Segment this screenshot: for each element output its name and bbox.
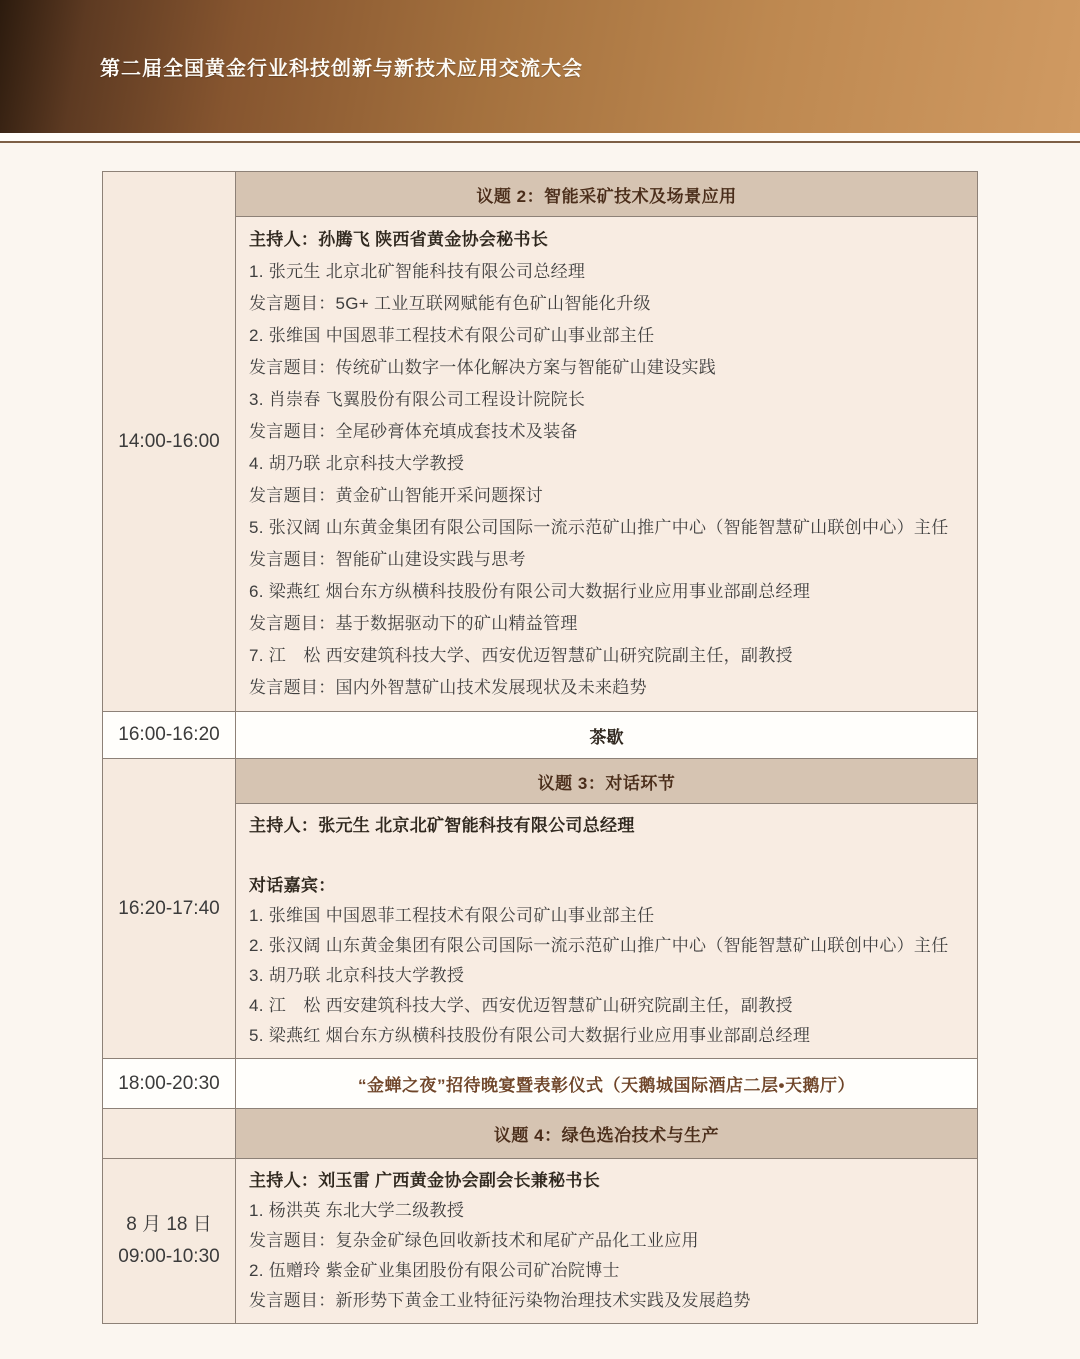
session3-header-row [103, 759, 978, 804]
session2-header-row [103, 172, 978, 217]
banner-gap [0, 133, 1080, 141]
session4-header-row [103, 1109, 978, 1159]
guest-line: 1. 张维国 中国恩菲工程技术有限公司矿山事业部主任 [249, 906, 655, 925]
agenda-area [0, 143, 1080, 1324]
agenda-line: 1. 张元生 北京北矿智能科技有限公司总经理 [249, 262, 586, 281]
session4-time: 09:00-10:30 [118, 1246, 220, 1267]
session4-host: 主持人：刘玉雷 广西黄金协会副会长兼秘书长 [249, 1171, 601, 1190]
guest-line: 3. 胡乃联 北京科技大学教授 [249, 966, 465, 985]
agenda-line: 2. 张维国 中国恩菲工程技术有限公司矿山事业部主任 [249, 326, 655, 345]
guest-line: 4. 江 松 西安建筑科技大学、西安优迈智慧矿山研究院副主任，副教授 [249, 996, 793, 1015]
tea-break-row [103, 712, 978, 759]
session4-time-cell [103, 1159, 236, 1324]
agenda-table [102, 171, 978, 1324]
banquet-time: 18:00-20:30 [118, 1072, 220, 1094]
agenda-line: 5. 张汉阔 山东黄金集团有限公司国际一流示范矿山推广中心（智能智慧矿山联创中心）主任 [249, 518, 949, 537]
agenda-line: 发言题目：5G+ 工业互联网赋能有色矿山智能化升级 [249, 294, 651, 313]
agenda-line: 4. 胡乃联 北京科技大学教授 [249, 454, 465, 473]
session2-time-cell [103, 172, 236, 712]
agenda-line: 发言题目：复杂金矿绿色回收新技术和尾矿产品化工业应用 [249, 1231, 699, 1250]
session4-details [236, 1159, 978, 1324]
session4-title: 议题 4：绿色选冶技术与生产 [236, 1109, 978, 1159]
session2-time: 14:00-16:00 [118, 430, 220, 452]
agenda-line: 2. 伍赠玲 紫金矿业集团股份有限公司矿冶院博士 [249, 1261, 620, 1280]
guest-line: 2. 张汉阔 山东黄金集团有限公司国际一流示范矿山推广中心（智能智慧矿山联创中心）主任 [249, 936, 949, 955]
empty-time-cell [103, 1109, 236, 1159]
conference-title: 第二届全国黄金行业科技创新与新技术应用交流大会 [100, 58, 583, 80]
tea-break-time-cell [103, 712, 236, 759]
agenda-line: 发言题目：全尾砂膏体充填成套技术及装备 [249, 422, 578, 441]
session3-details [236, 804, 978, 1059]
agenda-line: 发言题目：智能矿山建设实践与思考 [249, 550, 526, 569]
agenda-line: 发言题目：黄金矿山智能开采问题探讨 [249, 486, 544, 505]
dialog-guests-label: 对话嘉宾： [249, 876, 336, 895]
session2-title: 议题 2：智能采矿技术及场景应用 [236, 172, 978, 217]
agenda-line: 发言题目：国内外智慧矿山技术发展现状及未来趋势 [249, 678, 647, 697]
banquet-label: “金蝉之夜”招待晚宴暨表彰仪式（天鹅城国际酒店二层•天鹅厅） [236, 1059, 978, 1109]
session2-host: 主持人：孙腾飞 陕西省黄金协会秘书长 [249, 230, 549, 249]
session3-time-cell [103, 759, 236, 1059]
agenda-line: 7. 江 松 西安建筑科技大学、西安优迈智慧矿山研究院副主任，副教授 [249, 646, 793, 665]
agenda-line: 1. 杨洪英 东北大学二级教授 [249, 1201, 465, 1220]
conference-banner [0, 0, 1080, 133]
agenda-line: 6. 梁燕红 烟台东方纵横科技股份有限公司大数据行业应用事业部副总经理 [249, 582, 811, 601]
session2-details [236, 217, 978, 712]
session4-content-row [103, 1159, 978, 1324]
agenda-line: 发言题目：基于数据驱动下的矿山精益管理 [249, 614, 578, 633]
banquet-row [103, 1059, 978, 1109]
session4-date: 8 月 18 日 [126, 1214, 212, 1235]
tea-break-label: 茶歇 [236, 712, 978, 759]
session3-title: 议题 3：对话环节 [236, 759, 978, 804]
session3-time: 16:20-17:40 [118, 897, 220, 919]
session3-host: 主持人：张元生 北京北矿智能科技有限公司总经理 [249, 816, 635, 835]
agenda-line: 发言题目：新形势下黄金工业特征污染物治理技术实践及发展趋势 [249, 1291, 751, 1310]
tea-break-time: 16:00-16:20 [118, 724, 220, 745]
guest-line: 5. 梁燕红 烟台东方纵横科技股份有限公司大数据行业应用事业部副总经理 [249, 1026, 811, 1045]
blank-line [249, 841, 964, 871]
agenda-line: 3. 肖崇春 飞翼股份有限公司工程设计院院长 [249, 390, 586, 409]
agenda-line: 发言题目：传统矿山数字一体化解决方案与智能矿山建设实践 [249, 358, 717, 377]
banquet-time-cell [103, 1059, 236, 1109]
